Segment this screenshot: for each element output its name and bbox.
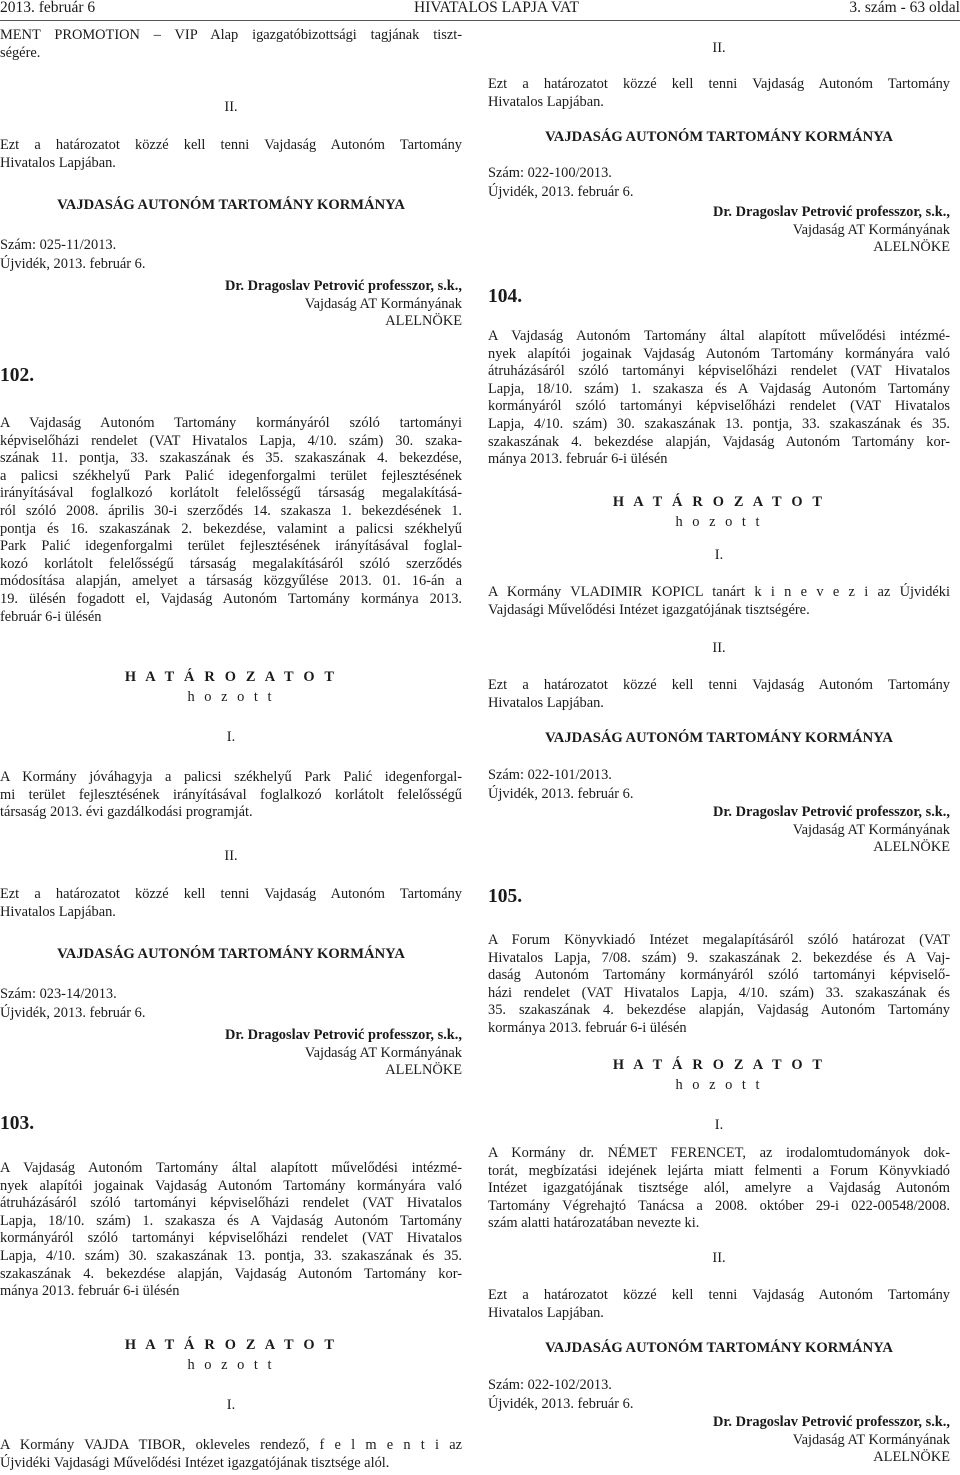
- text-line: február 6-i ülésén: [0, 608, 102, 625]
- text-line: kozó korlátolt felelősségű társaság megalakításáról szóló szerződés: [0, 555, 462, 572]
- signatory-name: Dr. Dragoslav Petrović professzor, s.k.,: [712, 804, 950, 820]
- text-line: A Vajdaság Autonóm Tartomány által alapított művelődési intézmé-: [0, 1160, 462, 1176]
- text-line: Hivatalos Lapjában.: [488, 1304, 604, 1321]
- decision-number: 103.: [0, 1113, 35, 1134]
- resolution-heading: H A T Á R O Z A T O T: [612, 494, 826, 510]
- government-heading: VAJDASÁG AUTONÓM TARTOMÁNY KORMÁNYA: [545, 730, 893, 746]
- intro-paragraph: [0, 27, 462, 62]
- text-line: A Kormány jóváhagyja a palicsi székhelyű Park Palić idegenforgal-: [0, 769, 462, 785]
- text-line: A Vajdaság Autonóm Tartomány kormányáról szóló tartományi: [0, 415, 462, 431]
- publish-notice: [0, 886, 462, 921]
- text-line: Vajdasági Művelődési Intézet igazgatójának tisztségére.: [488, 601, 810, 618]
- text-line: Hivatalos Lapjában.: [0, 154, 116, 171]
- text-line: torát, megbízatási idejének lejárta miatt felmenti a Forum Könyvkiadó: [488, 1162, 950, 1179]
- section-roman-numeral: II.: [224, 99, 238, 115]
- decision-paragraph: [0, 1437, 462, 1472]
- text-line: A Vajdaság Autonóm Tartomány által alapított művelődési intézmé-: [488, 328, 950, 344]
- text-line: 35. szakaszának 4. bekezdése alapján, Vajdaság Autonóm Tartomány: [488, 1002, 950, 1019]
- text-line: Hivatalos Lapjában.: [488, 93, 604, 110]
- resolution-subheading: h o z o t t: [675, 514, 763, 530]
- text-line: Újvidéki Vajdasági Művelődési Intézet igazgatójának tisztsége alól.: [0, 1454, 390, 1471]
- text-line: Lapja, 4/10. szám) 30. szakaszának 13. pontja, 33. szakaszának és 35.: [0, 1247, 462, 1264]
- section-roman-numeral: II.: [712, 40, 726, 56]
- decision-number: 102.: [0, 365, 35, 386]
- document-number: Szám: 023-14/2013.: [0, 986, 117, 1002]
- signatory-name: Dr. Dragoslav Petrović professzor, s.k.,: [224, 1027, 462, 1043]
- signatory-name: Dr. Dragoslav Petrović professzor, s.k.,: [712, 1414, 950, 1430]
- document-number: Szám: 022-101/2013.: [488, 767, 612, 783]
- text-line: a palicsi székhelyű Park Palić idegenforgalmi terület fejlesztésének: [0, 467, 462, 484]
- section-roman-numeral: II.: [712, 1250, 726, 1266]
- text-line: A Forum Könyvkiadó Intézet megalapításáról szóló határozat (VAT: [488, 932, 950, 948]
- signatory-name: Dr. Dragoslav Petrović professzor, s.k.,: [224, 278, 462, 294]
- header-journal-title: HIVATALOS LAPJA VAT: [414, 0, 579, 16]
- preamble-paragraph: [0, 415, 462, 626]
- decision-paragraph: [0, 769, 462, 822]
- signatory-role: Vajdaság AT Kormányának: [304, 295, 462, 312]
- text-line: mánya 2013. február 6-i ülésén: [0, 1283, 180, 1300]
- signatory-title: ALELNÖKE: [873, 839, 950, 856]
- text-line: A Kormány dr. NÉMET FERENCET, az irodalomtudományok dok-: [488, 1145, 950, 1161]
- signatory-role: Vajdaság AT Kormányának: [792, 221, 950, 238]
- text-line: ségére.: [0, 44, 41, 61]
- text-line: pontja és 16. szakaszának 2. bekezdése, valamint a palicsi székhelyű: [0, 520, 462, 537]
- text-line: átruházásáról szóló tartományi képviselőházi rendelet (VAT Hivatalos: [0, 1195, 462, 1212]
- preamble-paragraph: [488, 932, 950, 1038]
- signatory-title: ALELNÖKE: [873, 239, 950, 256]
- text-line: házi rendelet (VAT Hivatalos Lapja, 4/10. szám) 33. szakaszának és: [488, 984, 950, 1001]
- signature-block: [488, 1414, 950, 1467]
- resolution-subheading: h o z o t t: [187, 1357, 275, 1373]
- resolution-subheading: h o z o t t: [187, 689, 275, 705]
- text-line: Lapja, 18/10. szám) 1. szakasza és A Vajdaság Autonóm Tartomány: [0, 1212, 462, 1229]
- text-line: szakaszának 4. bekezdése alapján, Vajdaság Autonóm Tartomány kor-: [0, 1265, 462, 1282]
- section-roman-numeral: I.: [714, 1117, 724, 1133]
- text-line: Lapja, 18/10. szám) 1. szakasza és A Vajdaság Autonóm Tartomány: [488, 380, 950, 397]
- government-heading: VAJDASÁG AUTONÓM TARTOMÁNY KORMÁNYA: [545, 1340, 893, 1356]
- decision-number: 105.: [488, 886, 523, 907]
- publish-notice: [488, 677, 950, 712]
- text-line: kormányáról szóló tartományi képviselőházi rendelet (VAT Hivatalos: [0, 1230, 462, 1247]
- publish-notice: [488, 1287, 950, 1322]
- text-line: nyek alapítói jogainak Vajdaság Autonóm Tartomány kormányára való: [488, 345, 950, 362]
- text-line: A Kormány VLADIMIR KOPICL tanárt k i n e v e z i az Újvidéki: [488, 584, 950, 600]
- text-line: Hivatalos Lapjában.: [0, 903, 116, 920]
- signature-block: [488, 204, 950, 257]
- signatory-role: Vajdaság AT Kormányának: [304, 1044, 462, 1061]
- text-line: Tartomány Végrehajtó Tanácsa a 2008. október 29-i 022-00548/2008.: [488, 1197, 950, 1214]
- document-number: Szám: 022-100/2013.: [488, 165, 612, 181]
- text-line: átruházásáról szóló tartományi képviselőházi rendelet (VAT Hivatalos: [488, 363, 950, 380]
- section-roman-numeral: II.: [712, 640, 726, 656]
- signature-block: [0, 1027, 462, 1080]
- text-line: mánya 2013. február 6-i ülésén: [488, 451, 668, 468]
- signature-block: [488, 804, 950, 857]
- government-heading: VAJDASÁG AUTONÓM TARTOMÁNY KORMÁNYA: [545, 129, 893, 145]
- resolution-heading: H A T Á R O Z A T O T: [124, 1337, 338, 1353]
- text-line: ról szóló 2008. április 30-i szerződés 14. szakasza 1. bekezdésének 1.: [0, 502, 462, 519]
- place-date: Újvidék, 2013. február 6.: [0, 256, 146, 272]
- text-line: Lapja, 4/10. szám) 30. szakaszának 13. pontja, 33. szakaszának és 35.: [488, 415, 950, 432]
- section-roman-numeral: I.: [226, 1397, 236, 1413]
- right-column: [488, 0, 950, 1475]
- preamble-paragraph: [488, 328, 950, 469]
- text-line: irányításával foglalkozó korlátolt felelősségű társaság megalakításá-: [0, 485, 462, 502]
- place-date: Újvidék, 2013. február 6.: [488, 184, 634, 200]
- text-line: Ezt a határozatot közzé kell tenni Vajdaság Autonóm Tartomány: [0, 886, 462, 902]
- text-line: Intézet igazgatójának tisztsége alól, amelyre a Vajdaság Autonóm: [488, 1180, 950, 1197]
- text-line: A Kormány VAJDA TIBOR, okleveles rendező, f e l m e n t i az: [0, 1437, 462, 1453]
- text-line: Hivatalos Lapjában.: [488, 694, 604, 711]
- text-line: kormánya 2013. február 6-i ülésén: [488, 1019, 687, 1036]
- decision-number: 104.: [488, 286, 523, 307]
- text-line: Hivatalos Lapja, 7/08. szám) 9. szakaszának 2. bekezdése és A Vaj-: [488, 949, 950, 966]
- section-roman-numeral: I.: [226, 729, 236, 745]
- header-date: 2013. február 6: [0, 0, 96, 16]
- section-roman-numeral: II.: [224, 848, 238, 864]
- decision-paragraph: [488, 584, 950, 619]
- text-line: mi terület fejlesztésének irányításával foglalkozó korlátolt felelősségű: [0, 786, 462, 803]
- resolution-heading: H A T Á R O Z A T O T: [612, 1057, 826, 1073]
- text-line: Ezt a határozatot közzé kell tenni Vajdaság Autonóm Tartomány: [488, 1287, 950, 1303]
- text-line: MENT PROMOTION – VIP Alap igazgatóbizottsági tagjának tiszt-: [0, 27, 462, 43]
- text-line: képviselőházi rendelet (VAT Hivatalos Lapja, 4/10. szám) 30. szaka-: [0, 432, 462, 449]
- text-line: szakaszának 4. bekezdése alapján, Vajdaság Autonóm Tartomány kor-: [488, 433, 950, 450]
- text-line: Ezt a határozatot közzé kell tenni Vajdaság Autonóm Tartomány: [488, 76, 950, 92]
- text-line: társaság 2013. évi gazdálkodási programját.: [0, 804, 253, 821]
- place-date: Újvidék, 2013. február 6.: [488, 1396, 634, 1412]
- signatory-title: ALELNÖKE: [385, 1062, 462, 1079]
- text-line: módosítása alapján, amelyet a társaság közgyűlése 2013. 01. 16-án a: [0, 573, 462, 590]
- text-line: szám alatti határozatában nevezte ki.: [488, 1215, 700, 1232]
- text-line: 19. ülésén fogadott el, Vajdaság Autonóm Tartomány kormánya 2013.: [0, 590, 462, 607]
- place-date: Újvidék, 2013. február 6.: [488, 786, 634, 802]
- resolution-subheading: h o z o t t: [675, 1077, 763, 1093]
- decision-paragraph: [488, 1145, 950, 1233]
- left-column: [0, 0, 462, 1475]
- signature-block: [0, 278, 462, 331]
- government-heading: VAJDASÁG AUTONÓM TARTOMÁNY KORMÁNYA: [57, 197, 405, 213]
- signatory-role: Vajdaság AT Kormányának: [792, 1431, 950, 1448]
- preamble-paragraph: [0, 1160, 462, 1301]
- text-line: daság Autonóm Tartomány kormányáról szóló tartományi képviselő-: [488, 967, 950, 984]
- signatory-role: Vajdaság AT Kormányának: [792, 821, 950, 838]
- text-line: kormányáról szóló tartományi képviselőházi rendelet (VAT Hivatalos: [488, 398, 950, 415]
- text-line: Park Palić idegenforgalmi terület fejlesztésének irányításával foglal-: [0, 538, 462, 555]
- text-line: Ezt a határozatot közzé kell tenni Vajdaság Autonóm Tartomány: [488, 677, 950, 693]
- place-date: Újvidék, 2013. február 6.: [0, 1005, 146, 1021]
- text-line: nyek alapítói jogainak Vajdaság Autonóm Tartomány kormányára való: [0, 1177, 462, 1194]
- publish-notice: [0, 137, 462, 172]
- document-number: Szám: 025-11/2013.: [0, 237, 117, 253]
- header-issue-page: 3. szám - 63 oldal: [849, 0, 960, 16]
- signatory-title: ALELNÖKE: [385, 313, 462, 330]
- resolution-heading: H A T Á R O Z A T O T: [124, 669, 338, 685]
- government-heading: VAJDASÁG AUTONÓM TARTOMÁNY KORMÁNYA: [57, 946, 405, 962]
- text-line: szának 11. pontja, 33. szakaszának és 35. szakaszának 4. bekezdése,: [0, 450, 462, 467]
- publish-notice: [488, 76, 950, 111]
- document-number: Szám: 022-102/2013.: [488, 1377, 612, 1393]
- text-line: Ezt a határozatot közzé kell tenni Vajdaság Autonóm Tartomány: [0, 137, 462, 153]
- signatory-title: ALELNÖKE: [873, 1449, 950, 1466]
- signatory-name: Dr. Dragoslav Petrović professzor, s.k.,: [712, 204, 950, 220]
- section-roman-numeral: I.: [714, 547, 724, 563]
